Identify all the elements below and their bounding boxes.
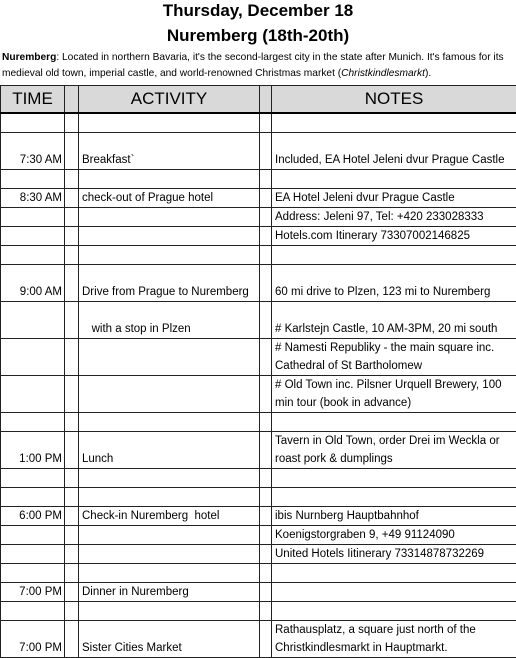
spacer-cell[interactable]: [65, 189, 79, 208]
time-cell[interactable]: [1, 339, 65, 376]
spacer-cell[interactable]: [260, 432, 272, 469]
table-row: [1, 583, 516, 602]
notes-cell[interactable]: Address: Jeleni 97, Tel: +420 233028333: [272, 208, 516, 227]
notes-cell[interactable]: EA Hotel Jeleni dvur Prague Castle: [272, 189, 516, 208]
activity-cell[interactable]: [79, 227, 260, 246]
spacer-cell[interactable]: [65, 170, 79, 189]
activity-cell[interactable]: [79, 208, 260, 227]
activity-cell[interactable]: Lunch: [79, 432, 260, 469]
header-activity[interactable]: ACTIVITY: [79, 86, 260, 114]
spacer-cell[interactable]: [65, 602, 79, 621]
table-header-row: [1, 86, 516, 114]
page-subtitle: Nuremberg (18th-20th): [0, 25, 516, 47]
spacer-cell[interactable]: [260, 526, 272, 545]
table-row: [1, 507, 516, 526]
spacer-cell[interactable]: [65, 339, 79, 376]
intro-paragraph: [2, 50, 514, 82]
intro-italic: Christkindlesmarkt: [341, 68, 425, 79]
spacer-cell[interactable]: [65, 246, 79, 265]
time-cell[interactable]: [1, 113, 65, 133]
table-row: [1, 602, 516, 621]
notes-cell[interactable]: Tavern in Old Town, order Drei im Weckla or roast pork & dumplings: [272, 432, 516, 469]
notes-cell[interactable]: [272, 488, 516, 507]
time-cell[interactable]: 8:30 AM: [1, 189, 65, 208]
spacer-cell[interactable]: [65, 469, 79, 488]
itinerary-body: [1, 113, 516, 658]
table-row: [1, 526, 516, 545]
spacer-cell[interactable]: [260, 133, 272, 170]
time-cell[interactable]: [1, 488, 65, 507]
spacer-cell[interactable]: [260, 488, 272, 507]
table-row: [1, 339, 516, 376]
time-cell[interactable]: 6:00 PM: [1, 507, 65, 526]
spacer-cell[interactable]: [260, 602, 272, 621]
table-row: [1, 488, 516, 507]
spacer-cell[interactable]: [260, 564, 272, 583]
notes-cell[interactable]: # Namesti Republiky - the main square inc. Cathedral of St Bartholomew: [272, 339, 516, 376]
table-row: [1, 376, 516, 413]
activity-cell[interactable]: check-out of Prague hotel: [79, 189, 260, 208]
time-cell[interactable]: [1, 545, 65, 564]
spacer-cell[interactable]: [65, 302, 79, 339]
spacer-cell[interactable]: [260, 265, 272, 302]
spacer-cell[interactable]: [260, 621, 272, 658]
activity-cell[interactable]: Dinner in Nuremberg: [79, 583, 260, 602]
time-cell[interactable]: 7:30 AM: [1, 133, 65, 170]
spacer-cell[interactable]: [65, 208, 79, 227]
spacer-cell[interactable]: [65, 227, 79, 246]
table-row: [1, 189, 516, 208]
header-gap: [260, 86, 272, 114]
header-gap: [65, 86, 79, 114]
page-title: Thursday, December 18: [0, 0, 516, 22]
table-row: [1, 432, 516, 469]
activity-cell[interactable]: [79, 526, 260, 545]
table-row: [1, 621, 516, 658]
time-cell[interactable]: 7:00 PM: [1, 583, 65, 602]
spacer-cell[interactable]: [65, 564, 79, 583]
spacer-cell[interactable]: [260, 339, 272, 376]
time-cell[interactable]: [1, 302, 65, 339]
notes-cell[interactable]: [272, 583, 516, 602]
itinerary-table: [0, 85, 516, 658]
intro-text: : Located in northern Bavaria, it's the second-largest city in the state after Munich. It's famous for its medieval old town, imperial castle, and world-renowned Christmas market (: [2, 52, 504, 79]
activity-cell[interactable]: [79, 545, 260, 564]
spacer-cell[interactable]: [65, 113, 79, 133]
spacer-cell[interactable]: [260, 189, 272, 208]
time-cell[interactable]: [1, 526, 65, 545]
table-row: [1, 265, 516, 302]
spacer-cell[interactable]: [260, 376, 272, 413]
header-time[interactable]: TIME: [1, 86, 65, 114]
time-cell[interactable]: [1, 227, 65, 246]
spacer-cell[interactable]: [260, 469, 272, 488]
spacer-cell[interactable]: [260, 413, 272, 432]
activity-cell[interactable]: [79, 113, 260, 133]
notes-cell[interactable]: # Karlstejn Castle, 10 AM-3PM, 20 mi south: [272, 302, 516, 339]
activity-cell[interactable]: with a stop in Plzen: [79, 302, 260, 339]
spacer-cell[interactable]: [260, 583, 272, 602]
spacer-cell[interactable]: [65, 526, 79, 545]
activity-cell[interactable]: Sister Cities Market: [79, 621, 260, 658]
table-row: [1, 113, 516, 133]
spacer-cell[interactable]: [260, 170, 272, 189]
notes-cell[interactable]: [272, 602, 516, 621]
table-row: [1, 413, 516, 432]
spacer-cell[interactable]: [260, 113, 272, 133]
activity-cell[interactable]: [79, 469, 260, 488]
notes-cell[interactable]: [272, 564, 516, 583]
notes-cell[interactable]: Rathausplatz, a square just north of the Christkindlesmarkt in Hauptmarkt.: [272, 621, 516, 658]
table-row: [1, 208, 516, 227]
activity-cell[interactable]: Drive from Prague to Nuremberg: [79, 265, 260, 302]
spacer-cell[interactable]: [65, 133, 79, 170]
activity-cell[interactable]: [79, 246, 260, 265]
time-cell[interactable]: 1:00 PM: [1, 432, 65, 469]
header-notes[interactable]: NOTES: [272, 86, 516, 114]
time-cell[interactable]: [1, 208, 65, 227]
activity-cell[interactable]: [79, 413, 260, 432]
spacer-cell[interactable]: [65, 545, 79, 564]
table-row: [1, 133, 516, 170]
spacer-cell[interactable]: [65, 265, 79, 302]
time-cell[interactable]: [1, 469, 65, 488]
activity-cell[interactable]: [79, 488, 260, 507]
activity-cell[interactable]: Breakfast`: [79, 133, 260, 170]
spacer-cell[interactable]: [65, 488, 79, 507]
spacer-cell[interactable]: [260, 208, 272, 227]
table-row: [1, 469, 516, 488]
spacer-cell[interactable]: [65, 507, 79, 526]
notes-cell[interactable]: [272, 469, 516, 488]
time-cell[interactable]: [1, 602, 65, 621]
notes-cell[interactable]: [272, 113, 516, 133]
time-cell[interactable]: 7:00 PM: [1, 621, 65, 658]
time-cell[interactable]: [1, 376, 65, 413]
spacer-cell[interactable]: [65, 376, 79, 413]
time-cell[interactable]: [1, 246, 65, 265]
table-row: [1, 545, 516, 564]
activity-cell[interactable]: [79, 339, 260, 376]
notes-cell[interactable]: [272, 170, 516, 189]
activity-cell[interactable]: [79, 602, 260, 621]
intro-city: Nuremberg: [2, 52, 56, 63]
notes-cell[interactable]: [272, 246, 516, 265]
notes-cell[interactable]: # Old Town inc. Pilsner Urquell Brewery, 100 min tour (book in advance): [272, 376, 516, 413]
notes-cell[interactable]: 60 mi drive to Plzen, 123 mi to Nuremberg: [272, 265, 516, 302]
table-row: [1, 170, 516, 189]
table-row: [1, 227, 516, 246]
spacer-cell[interactable]: [260, 227, 272, 246]
table-row: [1, 246, 516, 265]
table-row: [1, 564, 516, 583]
intro-text-end: ).: [425, 68, 431, 79]
spacer-cell[interactable]: [260, 246, 272, 265]
notes-cell[interactable]: [272, 413, 516, 432]
notes-cell[interactable]: Hotels.com Itinerary 73307002146825: [272, 227, 516, 246]
time-cell[interactable]: [1, 413, 65, 432]
activity-cell[interactable]: [79, 376, 260, 413]
spacer-cell[interactable]: [260, 545, 272, 564]
spacer-cell[interactable]: [260, 507, 272, 526]
spacer-cell[interactable]: [65, 621, 79, 658]
spacer-cell[interactable]: [260, 302, 272, 339]
table-row: [1, 302, 516, 339]
notes-cell[interactable]: Koenigstorgraben 9, +49 91124090: [272, 526, 516, 545]
spacer-cell[interactable]: [65, 413, 79, 432]
activity-cell[interactable]: [79, 564, 260, 583]
notes-cell[interactable]: Included, EA Hotel Jeleni dvur Prague Castle: [272, 133, 516, 170]
time-cell[interactable]: [1, 170, 65, 189]
notes-cell[interactable]: United Hotels Iitinerary 73314878732269: [272, 545, 516, 564]
time-cell[interactable]: 9:00 AM: [1, 265, 65, 302]
spacer-cell[interactable]: [65, 583, 79, 602]
notes-cell[interactable]: ibis Nurnberg Hauptbahnhof: [272, 507, 516, 526]
spacer-cell[interactable]: [65, 432, 79, 469]
activity-cell[interactable]: [79, 170, 260, 189]
activity-cell[interactable]: Check-in Nuremberg hotel: [79, 507, 260, 526]
time-cell[interactable]: [1, 564, 65, 583]
